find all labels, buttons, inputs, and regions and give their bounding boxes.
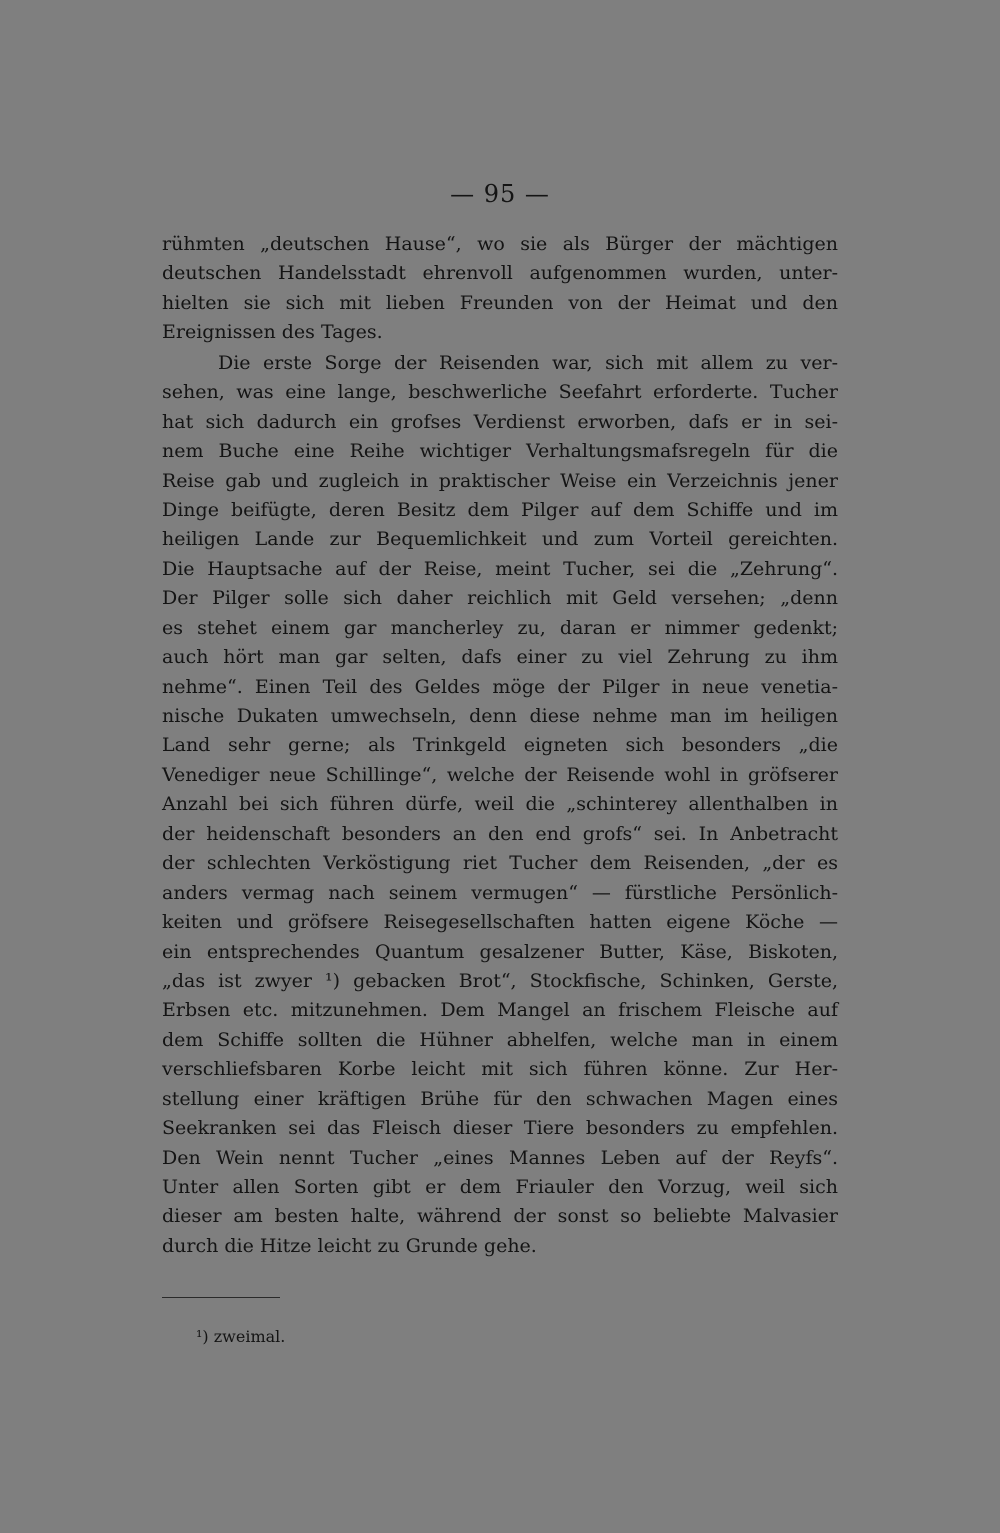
text-line: hielten sie sich mit lieben Freunden von der Heimat und den <box>162 291 838 314</box>
text-line: nem Buche eine Reihe wichtiger Verhaltungsmafsregeln für die <box>162 440 838 463</box>
footnote: ¹) zweimal. <box>196 1327 286 1346</box>
text-line: Reise gab und zugleich in praktischer Weise ein Verzeichnis jener <box>162 469 838 492</box>
text-line: nische Dukaten umwechseln, denn diese nehme man im heiligen <box>162 705 838 727</box>
text-line: der heidenschaft besonders an den end grofs“ sei. In Anbetracht <box>162 822 838 845</box>
paragraph-2 <box>162 349 838 1262</box>
body-text <box>162 230 838 1261</box>
text-line: dem Schiffe sollten die Hühner abhelfen, welche man in einem <box>162 1028 838 1051</box>
text-line: Seekranken sei das Fleisch dieser Tiere besonders zu empfehlen. <box>162 1117 838 1140</box>
text-line: Die erste Sorge der Reisenden war, sich mit allem zu ver- <box>218 351 838 374</box>
text-line: nehme“. Einen Teil des Geldes möge der Pilger in neue venetia- <box>162 675 838 698</box>
text-line: durch die Hitze leicht zu Grunde gehe. <box>162 1234 537 1257</box>
text-line: Venediger neue Schillinge“, welche der Reisende wohl in gröfserer <box>162 763 838 786</box>
text-line: dieser am besten halte, während der sonst so beliebte Malvasier <box>162 1205 838 1228</box>
text-line: „das ist zwyer ¹) gebacken Brot“, Stockfische, Schinken, Gerste, <box>162 969 838 992</box>
text-line: ein entsprechendes Quantum gesalzener Butter, Käse, Biskoten, <box>162 940 838 963</box>
text-line: heiligen Lande zur Bequemlichkeit und zum Vorteil gereichten. <box>162 528 838 551</box>
text-line: Unter allen Sorten gibt er dem Friauler den Vorzug, weil sich <box>162 1176 838 1198</box>
text-line: Erbsen etc. mitzunehmen. Dem Mangel an frischem Fleische auf <box>162 999 838 1022</box>
text-line: sehen, was eine lange, beschwerliche Seefahrt erforderte. Tucher <box>162 381 838 404</box>
text-line: Land sehr gerne; als Trinkgeld eigneten sich besonders „die <box>162 734 838 757</box>
text-line: hat sich dadurch ein grofses Verdienst erworben, dafs er in sei- <box>162 410 838 433</box>
text-line: auch hört man gar selten, dafs einer zu viel Zehrung zu ihm <box>162 646 838 669</box>
text-line: Dinge beifügte, deren Besitz dem Pilger auf dem Schiffe und im <box>162 498 838 521</box>
paragraph-1 <box>162 230 838 348</box>
text-line: keiten und gröfsere Reisegesellschaften hatten eigene Köche — <box>162 911 838 934</box>
text-line: Die Hauptsache auf der Reise, meint Tucher, sei die „Zehrung“. <box>162 557 838 580</box>
text-line: der schlechten Verköstigung riet Tucher dem Reisenden, „der es <box>162 852 838 875</box>
text-line: verschliefsbaren Korbe leicht mit sich führen könne. Zur Her- <box>162 1058 838 1081</box>
text-line: Ereignissen des Tages. <box>162 321 383 344</box>
text-line: deutschen Handelsstadt ehrenvoll aufgenommen wurden, unter- <box>162 262 838 285</box>
text-line: es stehet einem gar mancherley zu, daran er nimmer gedenkt; <box>162 616 838 639</box>
text-line: Anzahl bei sich führen dürfe, weil die „schinterey allenthalben in <box>162 793 838 816</box>
page-number: — 95 — <box>450 180 550 208</box>
text-line: anders vermag nach seinem vermugen“ — fürstliche Persönlich- <box>162 881 838 904</box>
footnote-divider <box>162 1297 280 1298</box>
text-line: Den Wein nennt Tucher „eines Mannes Leben auf der Reyfs“. <box>162 1146 838 1169</box>
text-line: stellung einer kräftigen Brühe für den schwachen Magen eines <box>162 1087 838 1110</box>
text-line: rühmten „deutschen Hause“, wo sie als Bürger der mächtigen <box>162 233 838 255</box>
text-line: Der Pilger solle sich daher reichlich mit Geld versehen; „denn <box>162 587 838 610</box>
